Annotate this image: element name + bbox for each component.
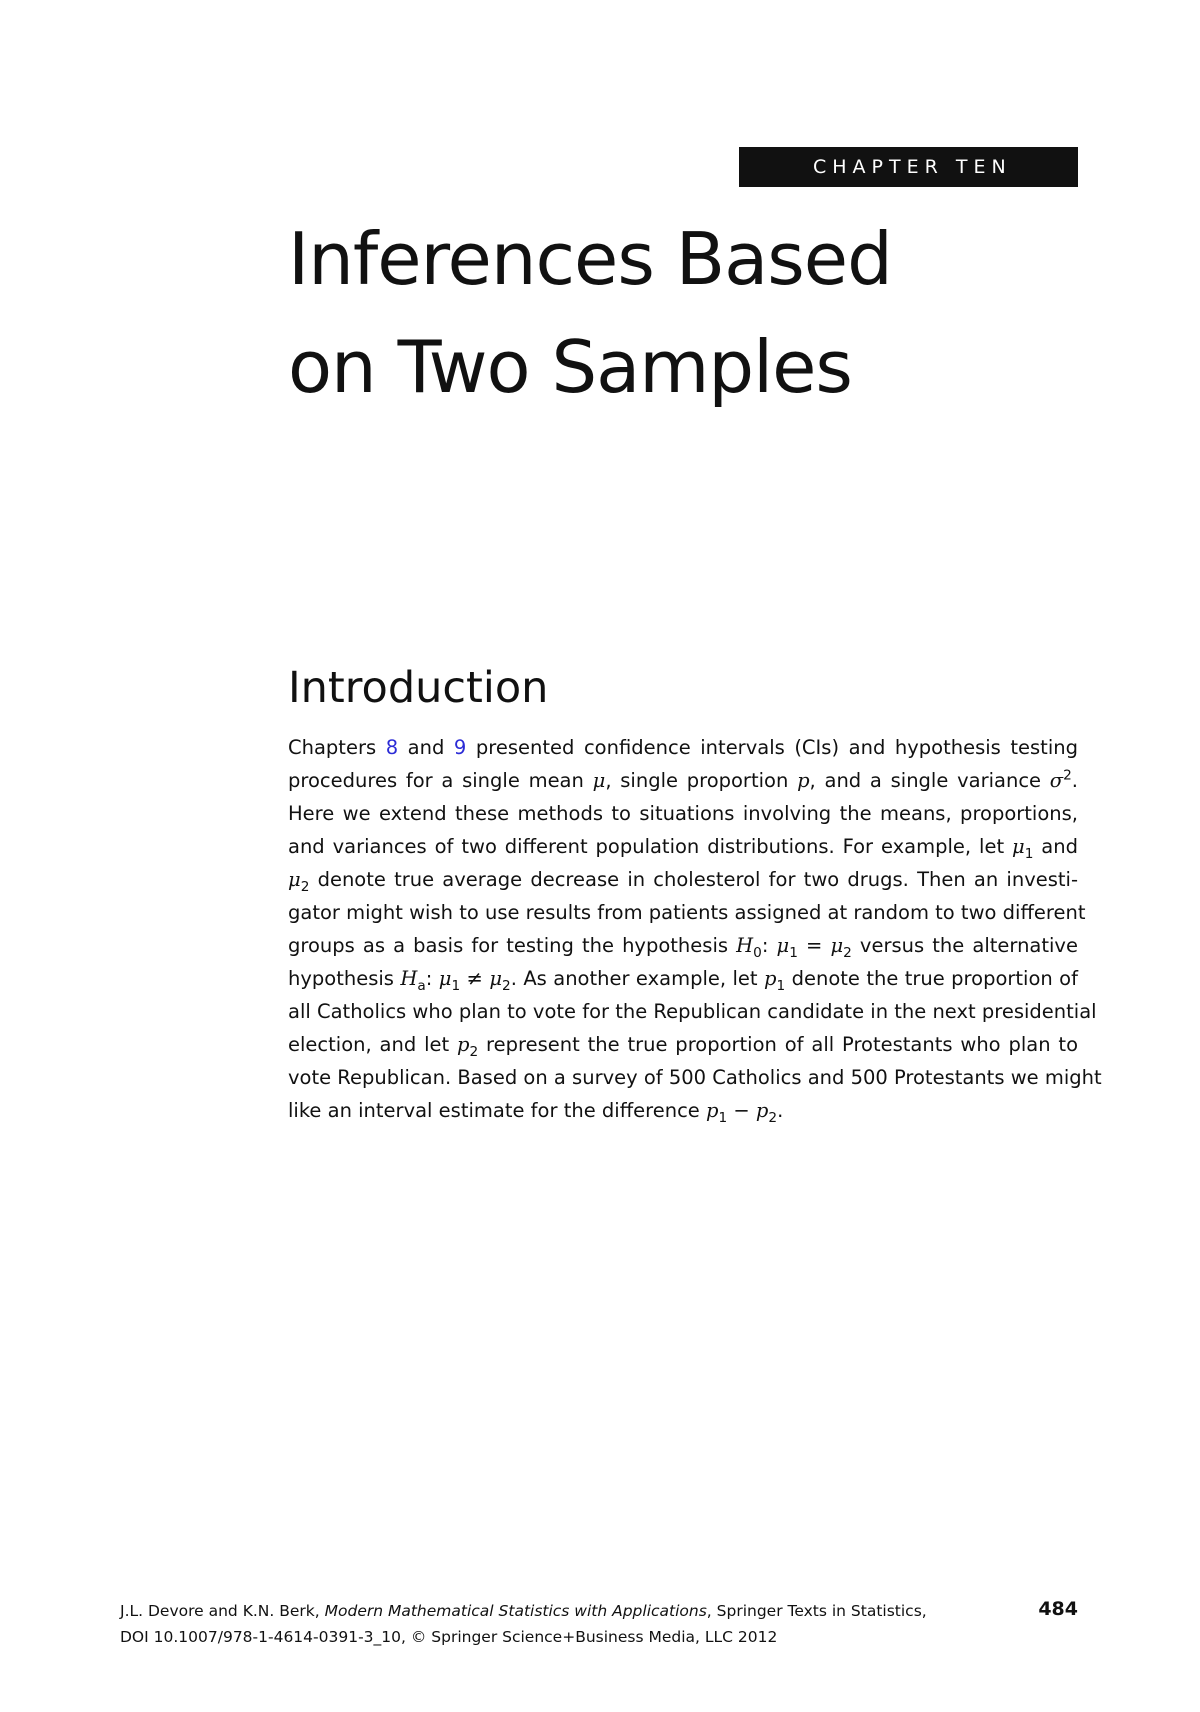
math-symbol: μ	[288, 868, 301, 891]
footer-doi-line: DOI 10.1007/978-1-4614-0391-3_10, © Springer Science+Business Media, LLC 2012	[120, 1628, 778, 1646]
paragraph-text: hypothesis	[288, 967, 401, 990]
footer-series: , Springer Texts in Statistics,	[706, 1602, 927, 1620]
math-symbol: p	[755, 1099, 769, 1122]
math-symbol: μ	[438, 967, 452, 990]
math-subscript: 1	[776, 977, 786, 994]
paragraph-text: −	[727, 1099, 756, 1122]
paragraph-text: procedures for a single mean	[288, 769, 593, 792]
math-subscript: 2	[469, 1043, 479, 1060]
math-symbol: σ	[1049, 769, 1064, 792]
paragraph-line	[288, 1061, 1102, 1094]
paragraph-text: all Catholics who plan to vote for the Republican candidate in the next presidential	[288, 1000, 1097, 1023]
paragraph-text: .	[777, 1099, 784, 1122]
paragraph-text: and variances of two different population distributions. For example, let	[288, 835, 1013, 858]
math-subscript: 1	[718, 1109, 728, 1126]
paragraph-line	[288, 797, 1078, 830]
paragraph-text: denote the true proportion of	[785, 967, 1078, 990]
paragraph-text: like an interval estimate for the difference	[288, 1099, 706, 1122]
paragraph-text: ≠	[460, 967, 490, 990]
math-symbol: H	[400, 967, 418, 990]
paragraph-text: Here we extend these methods to situations involving the means, proportions,	[288, 802, 1078, 825]
section-heading-introduction: Introduction	[288, 663, 549, 713]
paragraph-text: election, and let	[288, 1033, 457, 1056]
chapter-label: CHAPTER TEN	[813, 156, 1012, 178]
paragraph-text: and	[1033, 835, 1078, 858]
math-subscript: 2	[300, 878, 310, 895]
math-subscript: 2	[843, 944, 852, 961]
page-footer	[120, 1598, 1078, 1650]
introduction-paragraph	[288, 731, 1102, 1127]
paragraph-line	[288, 1028, 1078, 1061]
paragraph-line	[288, 830, 1078, 863]
paragraph-text: . As another example, let	[510, 967, 764, 990]
math-symbol: p	[457, 1033, 470, 1056]
chapter-title	[288, 205, 1088, 421]
paragraph-text: presented confidence intervals (CIs) and hypothesis testing	[466, 736, 1078, 759]
paragraph-text: versus the alternative	[851, 934, 1078, 957]
paragraph-line	[288, 764, 1078, 797]
chapter-title-line-1: Inferences Based	[288, 217, 892, 301]
paragraph-line	[288, 929, 1078, 962]
chapter-reference-link[interactable]: 8	[385, 736, 399, 759]
math-subscript: 1	[451, 977, 461, 994]
paragraph-text: , and a single variance	[809, 769, 1050, 792]
math-superscript: 2	[1063, 767, 1072, 784]
paragraph-text: :	[425, 967, 439, 990]
math-symbol: p	[705, 1099, 719, 1122]
paragraph-text: :	[761, 934, 777, 957]
paragraph-line	[288, 863, 1078, 896]
page-number: 484	[1038, 1598, 1078, 1620]
footer-book-title: Modern Mathematical Statistics with Applications	[324, 1602, 707, 1620]
paragraph-line	[288, 1094, 1078, 1127]
math-subscript: 1	[1024, 845, 1034, 862]
math-symbol: μ	[592, 769, 606, 792]
math-symbol: μ	[1012, 835, 1025, 858]
footer-authors: J.L. Devore and K.N. Berk,	[120, 1602, 325, 1620]
paragraph-line	[288, 731, 1078, 764]
paragraph-text: groups as a basis for testing the hypothesis	[288, 934, 737, 957]
math-symbol: H	[736, 934, 754, 957]
math-subscript: 2	[768, 1109, 778, 1126]
math-subscript: a	[417, 977, 426, 994]
paragraph-text: represent the true proportion of all Protestants who plan to	[478, 1033, 1078, 1056]
math-symbol: p	[797, 769, 810, 792]
math-symbol: μ	[489, 967, 503, 990]
paragraph-text: gator might wish to use results from patients assigned at random to two different	[288, 901, 1086, 924]
math-subscript: 2	[502, 977, 511, 994]
footer-citation-line	[120, 1598, 1078, 1624]
paragraph-line	[288, 896, 1086, 929]
chapter-reference-link[interactable]: 9	[453, 736, 467, 759]
paragraph-text: .	[1071, 769, 1078, 792]
paragraph-line	[288, 995, 1097, 1028]
paragraph-text: vote Republican. Based on a survey of 500 Catholics and 500 Protestants we might	[288, 1066, 1102, 1089]
paragraph-text: Chapters	[288, 736, 386, 759]
math-symbol: p	[763, 967, 777, 990]
math-symbol: μ	[776, 934, 790, 957]
paragraph-text: , single proportion	[605, 769, 798, 792]
paragraph-text: and	[398, 736, 454, 759]
math-symbol: μ	[830, 934, 844, 957]
paragraph-text: =	[797, 934, 831, 957]
chapter-title-line-2: on Two Samples	[288, 325, 852, 409]
paragraph-text: denote true average decrease in cholesterol for two drugs. Then an investi-	[309, 868, 1078, 891]
math-subscript: 0	[753, 944, 762, 961]
paragraph-line	[288, 962, 1078, 995]
math-subscript: 1	[789, 944, 798, 961]
chapter-label-bar	[739, 147, 1078, 187]
